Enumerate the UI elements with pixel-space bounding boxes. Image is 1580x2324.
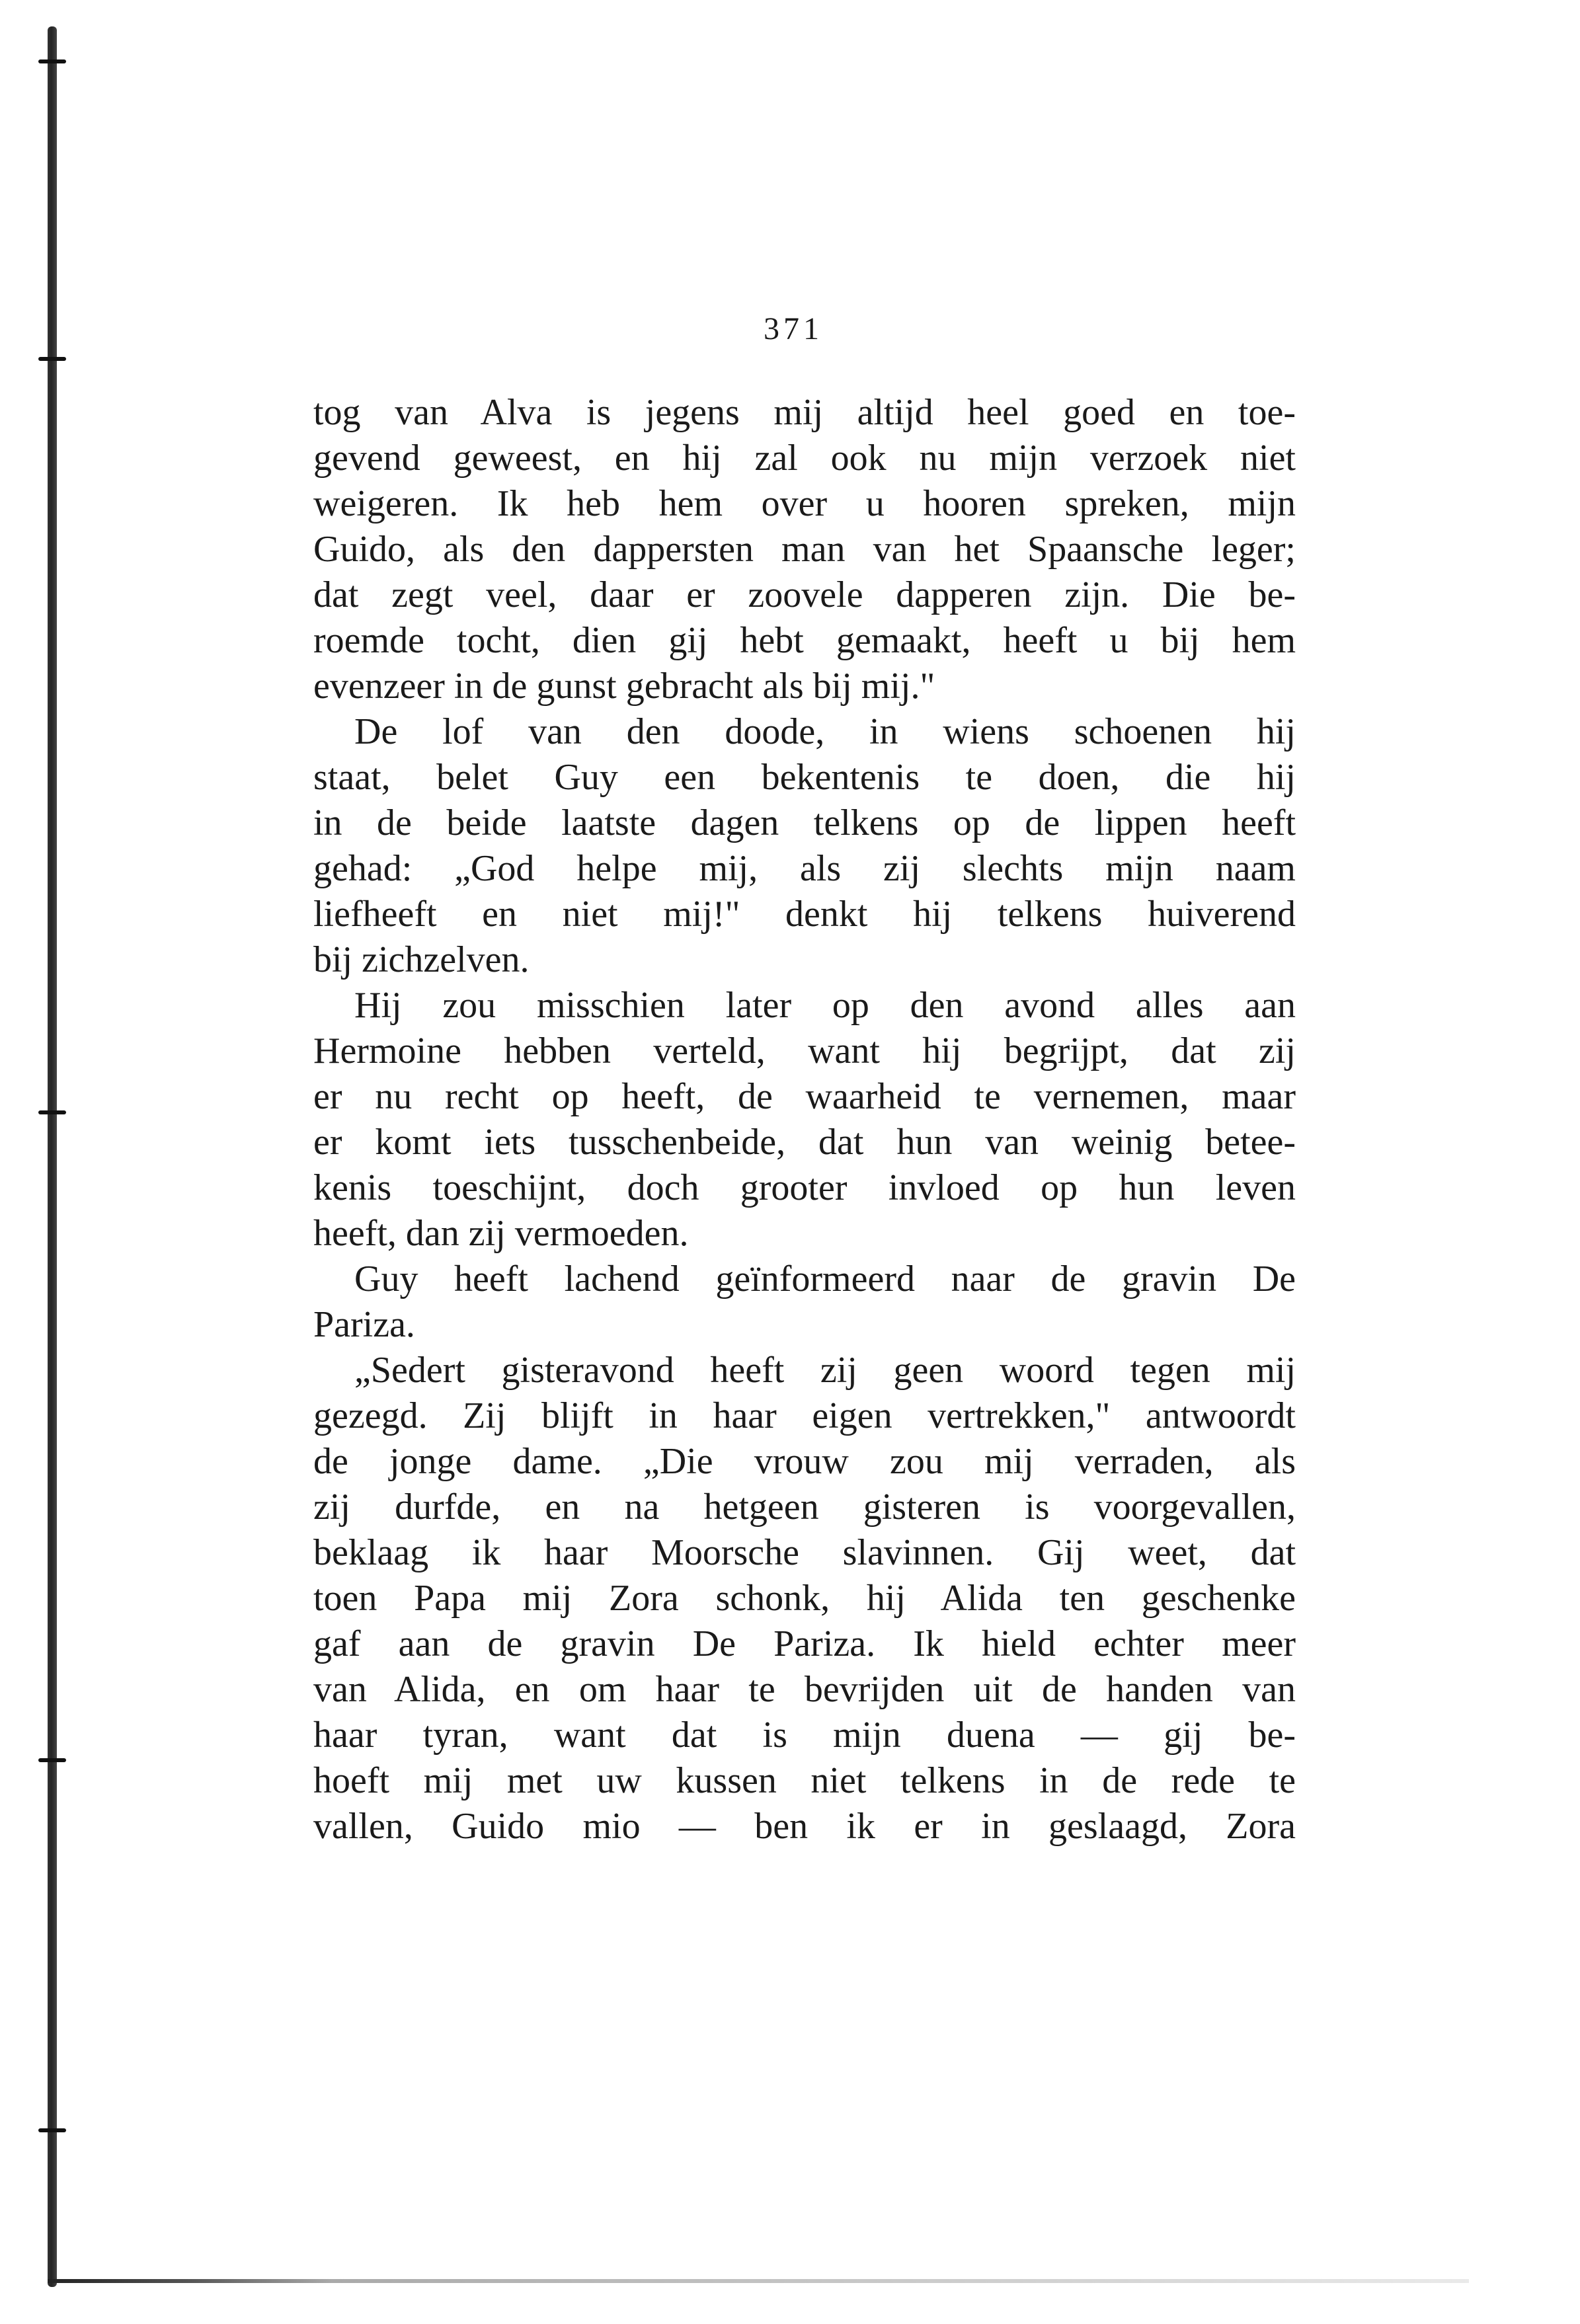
text-line: dat zegt veel, daar er zoovele dapperen zijn. Die be- [313, 574, 1296, 615]
text-line: heeft, dan zij vermoeden. [313, 1213, 689, 1254]
text-line: er komt iets tusschenbeide, dat hun van weinig betee- [313, 1122, 1296, 1163]
text-line: Guy heeft lachend geïnformeerd naar de gravin De [354, 1259, 1296, 1299]
text-line: roemde tocht, dien gij hebt gemaakt, heeft u bij hem [313, 620, 1296, 661]
body-text [313, 390, 1296, 1849]
binding-mark [38, 1110, 66, 1114]
text-line: Hij zou misschien later op den avond alles aan [354, 985, 1296, 1026]
text-line: evenzeer in de gunst gebracht als bij mij." [313, 666, 935, 707]
text-line: vallen, Guido mio — ben ik er in geslaagd, Zora [313, 1806, 1296, 1847]
text-line: De lof van den doode, in wiens schoenen hij [354, 711, 1296, 752]
text-line: haar tyran, want dat is mijn duena — gij be- [313, 1715, 1296, 1756]
binding-mark [38, 1758, 66, 1762]
text-line: tog van Alva is jegens mij altijd heel goed en toe- [313, 392, 1296, 433]
text-line: er nu recht op heeft, de waarheid te vernemen, maar [313, 1076, 1296, 1117]
text-line: „Sedert gisteravond heeft zij geen woord tegen mij [354, 1350, 1296, 1391]
text-line: staat, belet Guy een bekentenis te doen, die hij [313, 757, 1296, 798]
text-line: gaf aan de gravin De Pariza. Ik hield echter meer [313, 1623, 1296, 1664]
text-line: gehad: „God helpe mij, als zij slechts mijn naam [313, 848, 1296, 889]
text-line: van Alida, en om haar te bevrijden uit de handen van [313, 1669, 1296, 1710]
page-number: 371 [764, 311, 823, 346]
text-line: gezegd. Zij blijft in haar eigen vertrekken," antwoordt [313, 1395, 1296, 1436]
bottom-edge-smudge [48, 2279, 1469, 2283]
text-line: Hermoine hebben verteld, want hij begrijpt, dat zij [313, 1030, 1296, 1071]
text-line: de jonge dame. „Die vrouw zou mij verraden, als [313, 1441, 1296, 1482]
text-line: zij durfde, en na hetgeen gisteren is voorgevallen, [313, 1487, 1296, 1528]
text-line: weigeren. Ik heb hem over u hooren spreken, mijn [313, 483, 1296, 524]
text-line: in de beide laatste dagen telkens op de lippen heeft [313, 802, 1296, 843]
text-line: Guido, als den dappersten man van het Spaansche leger; [313, 529, 1296, 570]
text-line: bij zichzelven. [313, 939, 530, 980]
text-line: liefheeft en niet mij!" denkt hij telkens huiverend [313, 894, 1296, 935]
text-line: beklaag ik haar Moorsche slavinnen. Gij weet, dat [313, 1532, 1296, 1573]
binding-mark [38, 59, 66, 63]
binding-mark [38, 2128, 66, 2132]
text-line: gevend geweest, en hij zal ook nu mijn verzoek niet [313, 438, 1296, 479]
text-line: Pariza. [313, 1304, 415, 1345]
text-line: kenis toeschijnt, doch grooter invloed op hun leven [313, 1167, 1296, 1208]
text-line: hoeft mij met uw kussen niet telkens in de rede te [313, 1760, 1296, 1801]
binding-edge [48, 26, 57, 2287]
text-line: toen Papa mij Zora schonk, hij Alida ten geschenke [313, 1578, 1296, 1619]
binding-mark [38, 357, 66, 361]
